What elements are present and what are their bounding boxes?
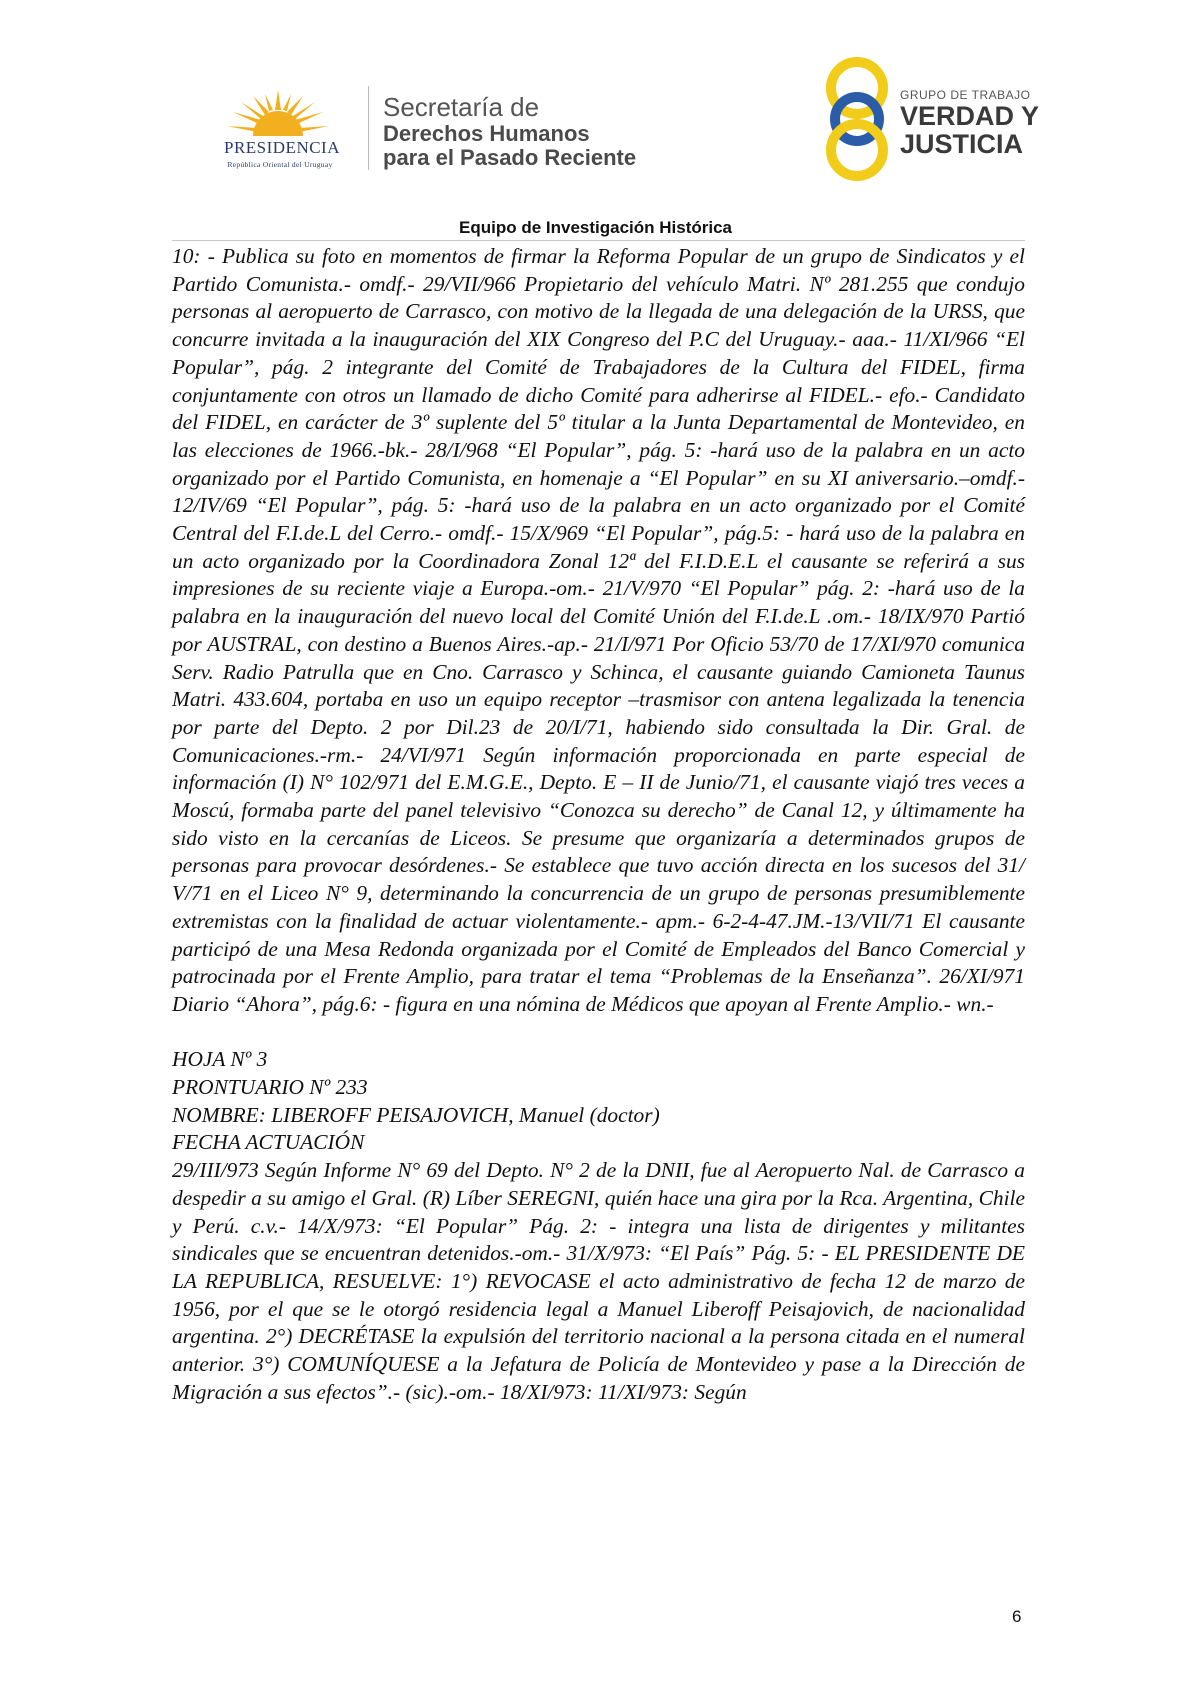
presidencia-logo (205, 88, 355, 178)
secretaria-line-1: Secretaría de (383, 92, 540, 122)
paragraph-1: 10: - Publica su foto en momentos de firmar la Reforma Popular de un grupo de Sindicatos y el Partido Comunista.- omdf.- 29/VII/966 Propietario del vehículo Matri. Nº 281.255 que condujo personas al aeropuerto de Carrasco, con motivo de la llegada de una delegación de la URSS, que concurre invitada a la inauguración del XIX Congreso del P.C del Uruguay.- aaa.- 11/XI/966 “El Popular”, pág. 2 integrante del Comité de Trabajadores de la Cultura del FIDEL, firma conjuntamente con otros un llamado de dicho Comité para adherirse al FIDEL.- efo.- Candidato del FIDEL, en carácter de 3º suplente del 5º titular a la Junta Departamental de Montevideo, en las elecciones de 1966.-bk.- 28/I/968 “El Popular”, pág. 5: -hará uso de la palabra en un acto organizado por el Partido Comunista, en homenaje a “El Popular” en su XI aniversario.–omdf.- 12/IV/69 “El Popular”, pág. 5: -hará uso de la palabra en un acto organizado por el Comité Central del F.I.de.L del Cerro.- omdf.- 15/X/969 “El Popular”, pág.5: - hará uso de la palabra en un acto organizado por la Coordinadora Zonal 12ª del F.I.D.E.L el causante se referirá a sus impresiones de su reciente viaje a Europa.-om.- 21/V/970 “El Popular” pág. 2: -hará uso de la palabra en la inauguración del nuevo local del Comité Unión del F.I.de.L .om.- 18/IX/970 Partió por AUSTRAL, con destino a Buenos Aires.-ap.- 21/I/971 Por Oficio 53/70 de 17/XI/970 comunica Serv. Radio Patrulla que en Cno. Carrasco y Schinca, el causante guiando Camioneta Taunus Matri. 433.604, portaba en uso un equipo receptor –trasmisor con antena legalizada la tenencia por parte del Depto. 2 por Dil.23 de 20/I/71, habiendo sido consultada la Dir. Gral. de Comunicaciones.-rm.- 24/VI/971 Según información proporcionada en parte especial de información (I) N° 102/971 del E.M.G.E., Depto. E – II de Junio/71, el causante viajó tres veces a Moscú, formaba parte del panel televisivo “Conozca su derecho” de Canal 12, y últimamente ha sido visto en la cercanías de Liceos. Se presume que organizaría a determinados grupos de personas para provocar desórdenes.- Se establece que tuvo acción directa en los sucesos del 31/ V/71 en el Liceo N° 9, determinando la concurrencia de un grupo de personas presumiblemente extremistas con la finalidad de actuar violentamente.- apm.- 6-2-4-47.JM.-13/VII/71 El causante participó de una Mesa Redonda organizada por el Comité de Empleados del Banco Comercial y patrocinada por el Frente Amplio, para tratar el tema “Problemas de la Enseñanza”. 26/XI/971 Diario “Ahora”, pág.6: - figura en una nómina de Médicos que apoyan al Frente Amplio.- wn.- (172, 244, 1025, 1016)
logo-divider (368, 86, 369, 170)
verdad-justicia-wordmark (900, 88, 1039, 158)
nombre-line: NOMBRE: LIBEROFF PEISAJOVICH, Manuel (doctor) (172, 1102, 660, 1127)
verdad-justicia-logo (822, 56, 892, 182)
paragraph-2: 29/III/973 Según Informe N° 69 del Depto. N° 2 de la DNII, fue al Aeropuerto Nal. de Carrasco a despedir a su amigo el Gral. (R) Líber SEREGNI, quién hace una gira por la Rca. Argentina, Chile y Perú. c.v.- 14/X/973: “El Popular” Pág. 2: - integra una lista de dirigentes y militantes sindicales que se encuentran detenidos.-om.- 31/X/973: “El País” Pág. 5: - EL PRESIDENTE DE LA REPUBLICA, RESUELVE: 1°) REVOCASE el acto administrativo de fecha 12 de marzo de 1956, por el que se le otorgó residencia legal a Manuel Liberoff Peisajovich, de nacionalidad argentina. 2°) DECRÉTASE la expulsión del territorio nacional a la persona citada en el numeral anterior. 3°) COMUNÍQUESE a la Jefatura de Policía de Montevideo y pase a la Dirección de Migración a sus efectos”.- (sic).-om.- 18/XI/973: 11/XI/973: Según (172, 1158, 1025, 1404)
verdad-y-label: VERDAD Y (900, 101, 1040, 131)
sun-icon (223, 88, 333, 140)
prontuario-line: PRONTUARIO Nº 233 (172, 1075, 368, 1100)
linked-rings-icon (822, 56, 892, 182)
page-header (0, 0, 1191, 200)
hoja-line: HOJA Nº 3 (172, 1047, 268, 1072)
document-body (172, 243, 1025, 1407)
presidencia-wordmark: PRESIDENCIA (223, 138, 340, 157)
paragraph-gap (172, 1019, 1025, 1047)
presidencia-subtitle: República Oriental del Uruguay (227, 160, 333, 169)
secretaria-line-3: para el Pasado Reciente (383, 145, 637, 170)
secretaria-line-2: Derechos Humanos (383, 121, 590, 146)
grupo-de-trabajo-label: GRUPO DE TRABAJO (900, 88, 1031, 102)
page-number: 6 (1012, 1607, 1022, 1626)
team-title: Equipo de Investigación Histórica (459, 218, 732, 237)
header-rule (172, 240, 1025, 241)
fecha-actuacion-line: FECHA ACTUACIÓN (172, 1130, 365, 1155)
justicia-label: JUSTICIA (900, 129, 1024, 159)
secretaria-wordmark (383, 92, 636, 170)
